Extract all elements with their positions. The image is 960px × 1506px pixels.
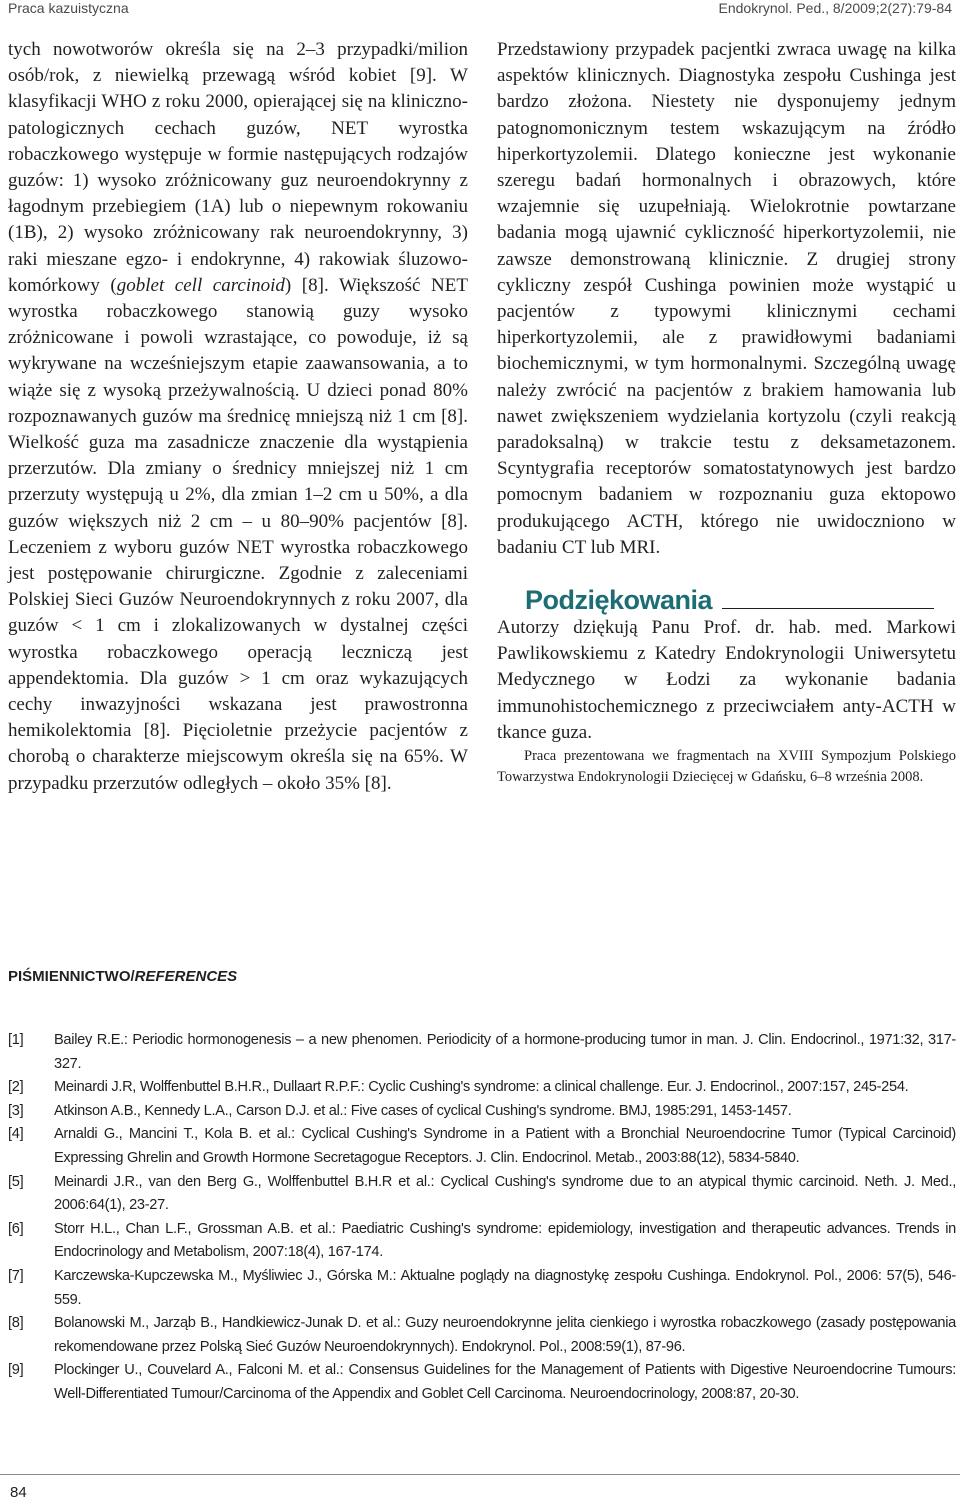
- reference-number: [7]: [8, 1267, 24, 1284]
- reference-text: Karczewska-Kupczewska M., Myśliwiec J., Górska M.: Aktualne poglądy na diagnostykę zespołu Cushinga. Endokrynol. Pol., 2006: 57(5), 546-559.: [54, 1267, 956, 1308]
- reference-item: [8, 1359, 956, 1406]
- running-header: [8, 0, 952, 22]
- reference-number: [1]: [8, 1032, 24, 1048]
- reference-item: [8, 1029, 956, 1076]
- reference-text: Bailey R.E.: Periodic hormonogenesis – a new phenomen. Periodicity of a hormone-producing tumor in man. J. Clin. Endocrinol., 1971:32, 317-327.: [54, 1032, 956, 1072]
- references-list: [8, 1029, 956, 1407]
- reference-item: [8, 1123, 956, 1170]
- reference-item: [8, 1076, 956, 1100]
- reference-number: [6]: [8, 1220, 24, 1237]
- page-number: 84: [10, 1484, 27, 1501]
- incidence-text: tych nowotworów określa się na 2–3 przypadki/milion osób/rok, z niewielką przewagą wśród kobiet [9].: [8, 39, 468, 87]
- who-classification-ref: ) [8].: [284, 274, 329, 296]
- reference-item: [8, 1171, 956, 1218]
- presentation-note: Praca prezentowana we fragmentach na XVIII Sympozjum Polskiego Towarzystwa Endokrynologii Dziecięcej w Gdańsku, 6–8 września 2008.: [497, 748, 956, 786]
- reference-number: [2]: [8, 1079, 24, 1096]
- paragraph-incidence: [8, 37, 468, 797]
- reference-item: [8, 1218, 956, 1265]
- journal-citation: Endokrynol. Ped., 8/2009;2(27):79-84: [718, 0, 952, 16]
- references-title-italic: REFERENCES: [134, 968, 238, 985]
- reference-text: Arnaldi G., Mancini T., Kola B. et al.: Cyclical Cushing's Syndrome in a Patient with a Bronchial Neuroendocrine Tumor (Typical Carcinoid) Expressing Ghrelin and Growth Hormone Secretagogue Receptors. J. Clin. Endocrinol. Metab., 2003:88(12), 5834-5840.: [54, 1126, 956, 1166]
- acknowledgements-title: Podziękowania: [525, 585, 713, 616]
- footer-rule: [0, 1474, 960, 1475]
- reference-item: [8, 1312, 956, 1359]
- references-title-plain: PIŚMIENNICTWO/: [8, 968, 135, 985]
- reference-number: [4]: [8, 1126, 24, 1143]
- reference-text: Meinardi J.R., van den Berg G., Wolffenbuttel B.H.R et al.: Cyclical Cushing's syndrome due to an atypical thymic carcinoid. Neth. J. Med., 2006:64(1), 23-27.: [54, 1173, 956, 1214]
- acknowledgements-heading: [525, 585, 956, 615]
- paragraph-discussion: Przedstawiony przypadek pacjentki zwraca uwagę na kilka aspektów klinicznych. Diagnostyka zespołu Cushinga jest bardzo złożona. Niestety nie dysponujemy jednym patognomonicznym testem wskazującym na źródło hiperkortyzolemii. Dlatego konieczne jest wykonanie szeregu badań hormonalnych i obrazowych, które wzajemnie się uzupełniają. Wielokrotnie powtarzane badania mogą ujawnić cykliczność hiperkortyzolemii, nie zawsze demonstrowaną klinicznie. Z drugiej strony cykliczny zespół Cushinga powinien może wystąpić u pacjentów z typowymi klinicznymi cechami hiperkortyzolemii, ale z prawidłowymi badaniami biochemicznymi, w tym hormonalnymi. Szczególną uwagę należy zwrócić na pacjentów z brakiem hamowania lub nawet zwiększeniem wydzielania kortyzolu (czyli reakcją paradoksalną) w trakcie testu z deksametazonem. Scyntygrafia receptorów somatostatynowych jest bardzo pomocnym badaniem w rozpoznaniu guza ektopowo produkującego ACTH, którego nie uwidoczniono w badaniu CT lub MRI.: [497, 39, 956, 558]
- references-title: [8, 968, 237, 985]
- right-column: [497, 37, 956, 788]
- reference-number: [8]: [8, 1315, 24, 1332]
- reference-text: Meinardi J.R, Wolffenbuttel B.H.R., Dullaart R.P.F.: Cyclic Cushing's syndrome: a clinical challenge. Eur. J. Endocrinol., 2007:157, 245-254.: [54, 1079, 909, 1096]
- goblet-cell-term: goblet cell carcinoid: [116, 274, 285, 296]
- acknowledgements-text: Autorzy dziękują Panu Prof. dr. hab. med. Markowi Pawlikowskiemu z Katedry Endokrynologii Uniwersytetu Medycznego w Łodzi za wykonanie badania immunohistochemicznego z przeciwciałem anty-ACTH w tkance guza.: [497, 617, 956, 743]
- reference-number: [9]: [8, 1362, 24, 1379]
- who-classification-text: W klasyfikacji WHO z roku 2000, opierającej się na kliniczno-patologicznych cechach guzów, NET wyrostka robaczkowego występuje w formie następujących rodzajów guzów: 1) wysoko zróżnicowany guz neuroendokrynny z łagodnym przebiegiem (1A) lub o niepewnym rokowaniu (1B), 2) wysoko zróżnicowany rak neuroendokrynny, 3) raki mieszane egzo- i endokrynne, 4) rakowiak śluzowo-komórkowy (: [8, 65, 468, 296]
- reference-text: Storr H.L., Chan L.F., Grossman A.B. et al.: Paediatric Cushing's syndrome: epidemiology, investigation and therapeutic advances. Trends in Endocrinology and Metabolism, 2007:18(4), 167-174.: [54, 1220, 956, 1261]
- left-column: [8, 37, 468, 797]
- reference-text: Bolanowski M., Jarząb B., Handkiewicz-Junak D. et al.: Guzy neuroendokrynne jelita cienkiego i wyrostka robaczkowego (zasady postępowania rekomendowane przez Polską Sieć Guzów Neuroendokrynnych). Endokrynol. Pol., 2008:59(1), 87-96.: [54, 1315, 956, 1355]
- reference-text: Plockinger U., Couvelard A., Falconi M. et al.: Consensus Guidelines for the Management of Patients with Digestive Neuroendocrine Tumours: Well-Differentiated Tumour/Carcinoma of the Appendix and Goblet Cell Carcinoma. Neuroendocrinology, 2008:87, 20-30.: [54, 1362, 956, 1402]
- reference-number: [3]: [8, 1102, 24, 1119]
- section-label: Praca kazuistyczna: [8, 0, 129, 16]
- heading-rule: [722, 608, 934, 609]
- reference-text: Atkinson A.B., Kennedy L.A., Carson D.J. et al.: Five cases of cyclical Cushing's syndrome. BMJ, 1985:291, 1453-1457.: [54, 1102, 792, 1119]
- reference-number: [5]: [8, 1173, 24, 1190]
- reference-item: [8, 1100, 956, 1124]
- reference-item: [8, 1265, 956, 1312]
- treatment-text: Większość NET wyrostka robaczkowego stanowią guzy wysoko zróżnicowane i powoli wzrastające, co powoduje, iż są wykrywane na wcześniejszym etapie zaawansowania, a to wiąże się z wysoką przeżywalnością. U dzieci ponad 80% rozpoznawanych guzów ma średnicę mniejszą niż 1 cm [8]. Wielkość guza ma zasadnicze znaczenie dla wystąpienia przerzutów. Dla zmiany o średnicy mniejszej niż 1 cm przerzuty występują u 2%, dla zmian 1–2 cm u 50%, a dla guzów większych niż 2 cm – u 80–90% pacjentów [8]. Leczeniem z wyboru guzów NET wyrostka robaczkowego jest postępowanie chirurgiczne. Zgodnie z zaleceniami Polskiej Sieci Guzów Neuroendokrynnych z roku 2007, dla guzów < 1 cm i zlokalizowanych w dystalnej części wyrostka robaczkowego operacją leczniczą jest appendektomia. Dla guzów > 1 cm oraz wykazujących cechy inwazyjności wskazana jest prawostronna hemikolektomia [8]. Pięcioletnie przeżycie pacjentów z chorobą o charakterze miejscowym określa się na 65%. W przypadku przerzutów odległych – około 35% [8].: [8, 274, 468, 794]
